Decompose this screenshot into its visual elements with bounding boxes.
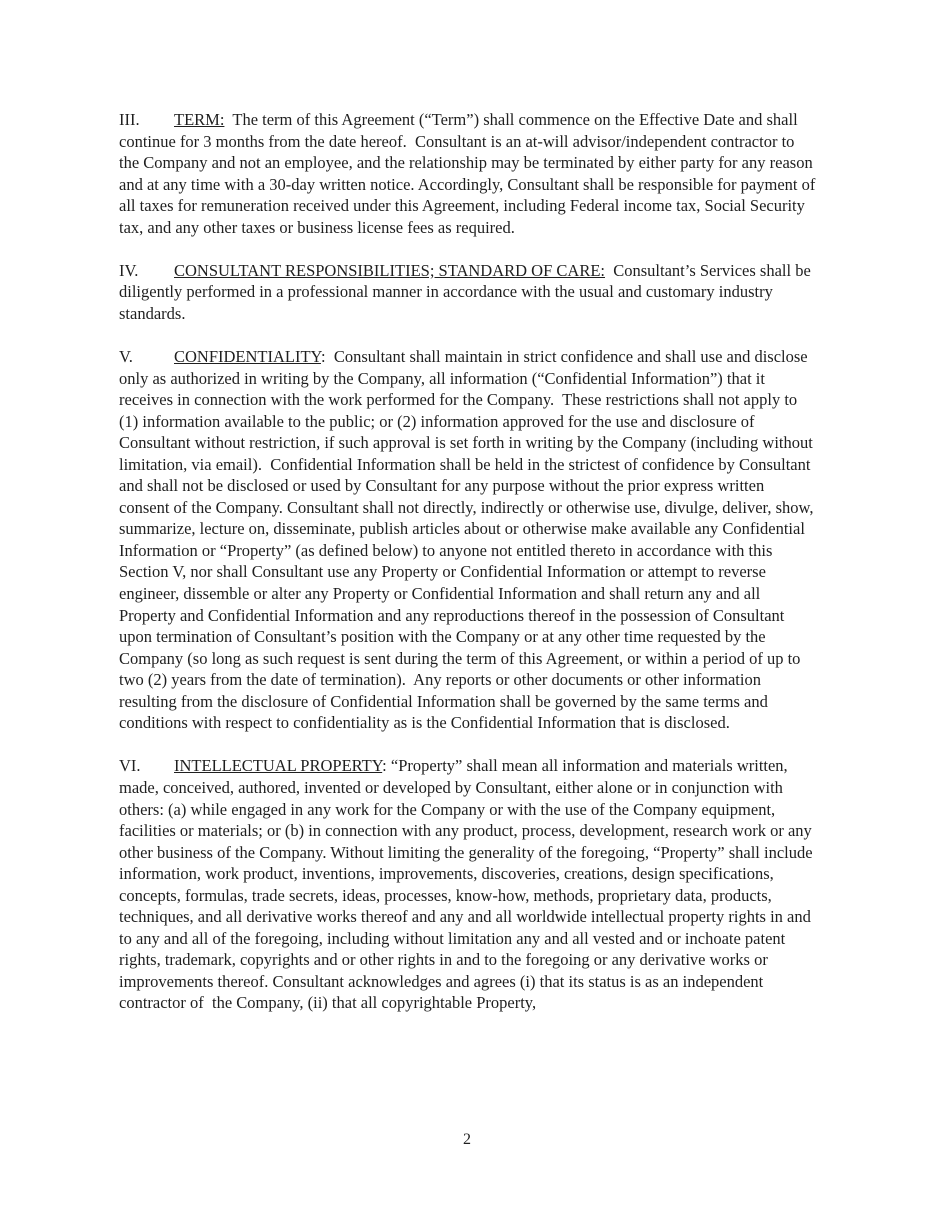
section-number: VI. bbox=[119, 756, 141, 776]
section-title: CONSULTANT RESPONSIBILITIES; STANDARD OF CARE: bbox=[174, 260, 605, 280]
section-body-text: Consultant’s Services shall be diligently performed in a professional manner in accordance with the usual and customary industry standards. bbox=[119, 260, 815, 323]
section-title: TERM: bbox=[174, 110, 225, 129]
section-term bbox=[119, 109, 818, 238]
section-number: III. bbox=[119, 110, 140, 129]
page-number: 2 bbox=[463, 1131, 471, 1148]
section-body-text: “Property” shall mean all information and materials written, made, conceived, authored, invented or developed by Consultant, either alone or in conjunction with others: (a) while engaged in any work for the Company or with the use of the Company equipment, facilities or materials; or (b) in connection with any product, process, development, research work or any other business of the Company. Without limiting the generality of the foregoing, “Property” shall include information, work product, inventions, improvements, discoveries, creations, design specifications, concepts, formulas, trade secrets, ideas, processes, know-how, methods, proprietary data, products, techniques, and all derivative works thereof and any and all worldwide intellectual property rights in and to any and all of the foregoing, including without limitation any and all vested and or inchoate patent rights, trademark, copyrights and or other rights in and to the foregoing or any derivative works or improvements thereof. Consultant acknowledges and agrees (i) that its status is as an independent contractor of the Company, (ii) that all copyrightable Property, bbox=[119, 756, 817, 1013]
section-title-suffix: : bbox=[320, 347, 326, 367]
section-confidentiality bbox=[119, 346, 818, 734]
section-intellectual-property bbox=[119, 755, 818, 1014]
section-title: INTELLECTUAL PROPERTY bbox=[174, 756, 383, 776]
section-title: CONFIDENTIALITY bbox=[174, 347, 321, 367]
section-body-text: Consultant shall maintain in strict confidence and shall use and disclose only as authorized in writing by the Company, all information (“Confidential Information”) that it receives in connection with the work performed for the Company. These restrictions shall not apply to (1) information available to the public; or (2) information approved for the use and disclosure of Consultant without restriction, if such approval is set forth in writing by the Company (including without limitation, via email). Confidential Information shall be held in the strictest of confidence by Consultant and shall not be disclosed or used by Consultant for any purpose without the prior express written consent of the Company. Consultant shall not directly, indirectly or otherwise use, divulge, deliver, show, summarize, lecture on, disseminate, publish articles about or otherwise make available any Confidential Information or “Property” (as defined below) to anyone not entitled thereto in accordance with this Section V, nor shall Consultant use any Property or Confidential Information or attempt to reverse engineer, dissemble or alter any Property or Confidential Information and shall return any and all Property and Confidential Information and any reproductions thereof in the possession of Consultant upon termination of Consultant’s position with the Company or at any other time requested by the Company (so long as such request is sent during the term of this Agreement, or within a period of up to two (2) years from the date of termination). Any reports or other documents or other information resulting from the disclosure of Confidential Information shall be governed by the same terms and conditions with respect to confidentiality as is the Confidential Information that is disclosed. bbox=[119, 347, 818, 733]
section-consultant-responsibilities bbox=[119, 260, 818, 325]
document-body bbox=[119, 109, 818, 1014]
section-body-text: The term of this Agreement (“Term”) shall commence on the Effective Date and shall continue for 3 months from the date hereof. Consultant is an at-will advisor/independent contractor to the Company and not an employee, and the relationship may be terminated by either party for any reason and at any time with a 30-day written notice. Accordingly, Consultant shall be responsible for payment of all taxes for remuneration received under this Agreement, including Federal income tax, Social Security tax, and any other taxes or business license fees as required. bbox=[119, 110, 820, 237]
section-title-suffix: : bbox=[382, 756, 387, 776]
section-number: V. bbox=[119, 347, 133, 367]
section-number: IV. bbox=[119, 260, 139, 280]
